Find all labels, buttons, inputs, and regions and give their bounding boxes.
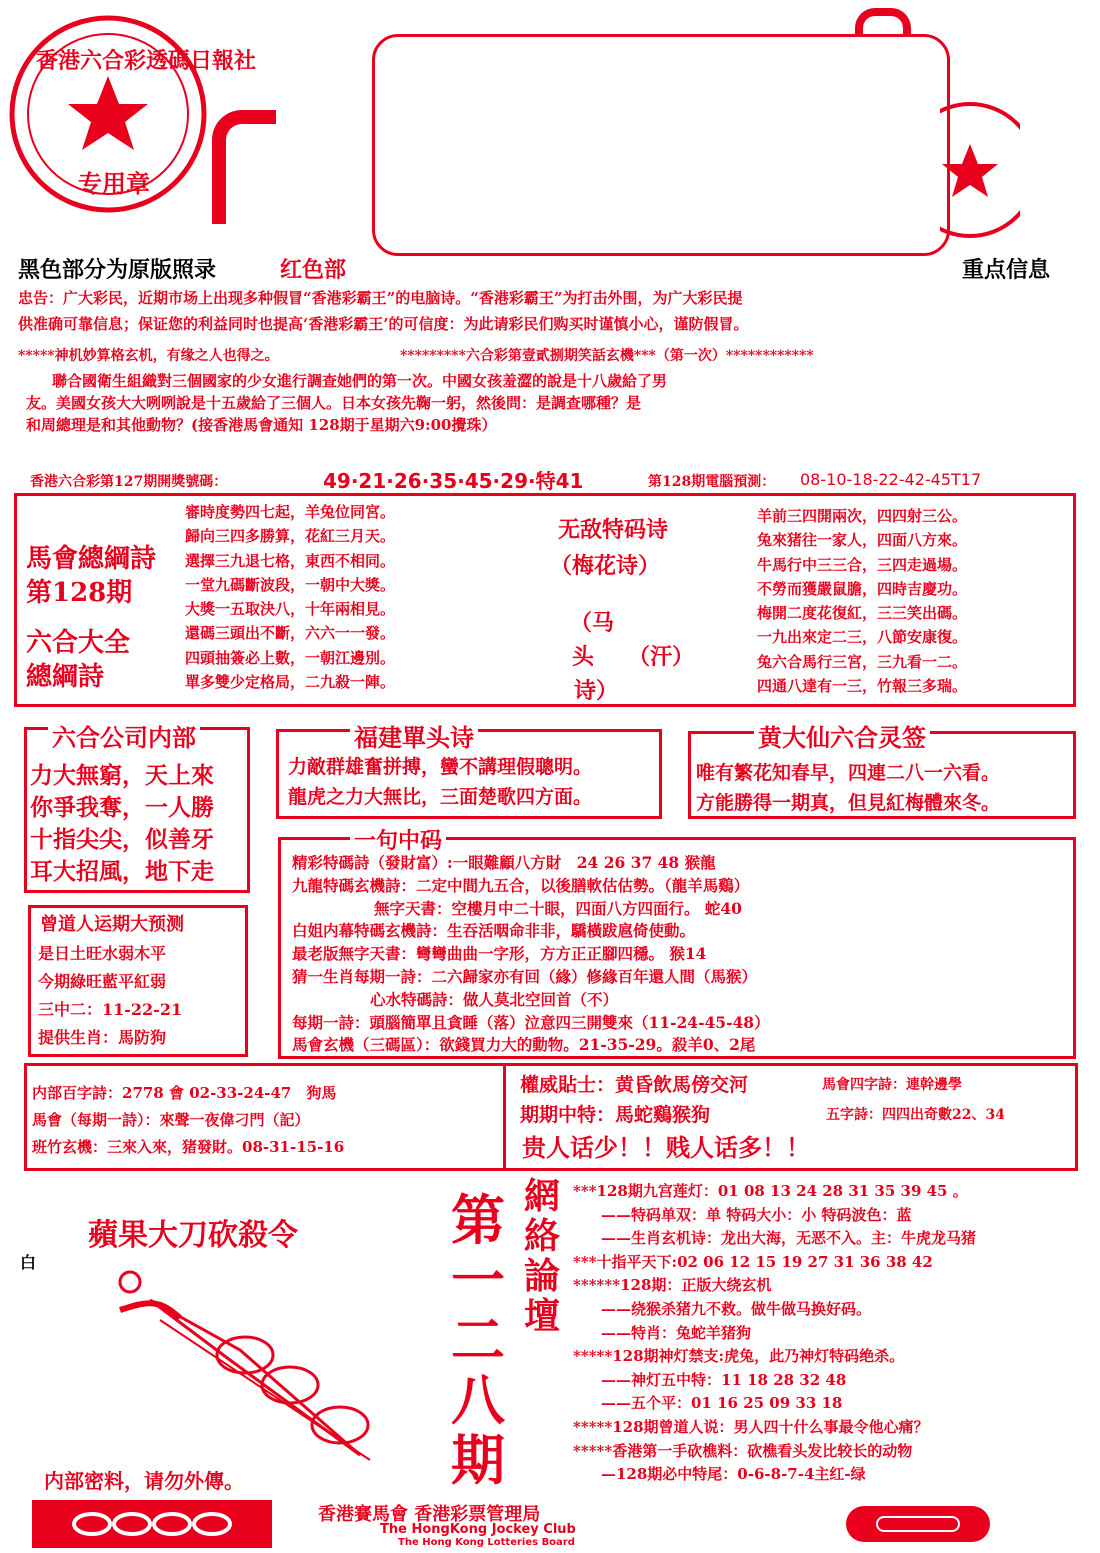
yiju-lines (292, 852, 770, 1057)
footer-en-2: The Hong Kong Lotteries Board (398, 1537, 575, 1548)
yiju-line: 白姐内幕特碼玄機詩：生吞活咽命非非，驕橫跋扈倚使動。 (292, 921, 696, 941)
poem-left-title-1: 馬會總綱詩 (26, 544, 157, 574)
poem-line: 兔六合馬行三宮，三九看一二。 (757, 652, 968, 671)
mid-title-3: （马 (570, 610, 615, 636)
company-line: 耳大招風，地下走 (30, 858, 214, 885)
neibu-lines (32, 1080, 344, 1161)
huangdaxian-lines (696, 758, 1000, 818)
br-line: *****128期曾道人说：男人四十什么事最令他心痛？ (573, 1417, 929, 1436)
poem-line: 單多雙少定格局，二九殺一陣。 (185, 673, 396, 692)
poem-lines-left (185, 500, 395, 694)
stamp-center-text: 专用章 (78, 170, 150, 198)
star-icon (68, 76, 148, 150)
mid-title-2: （梅花诗） (550, 553, 661, 579)
footer-left-logo (32, 1500, 272, 1548)
official-stamp (8, 14, 257, 214)
caodao-line: 提供生肖：馬防狗 (38, 1028, 167, 1047)
white-mark: 白 (20, 1253, 37, 1272)
br-line: ******128期：正版大绕玄机 (573, 1276, 772, 1295)
slogan: 贵人话少！！贱人话多！！ (522, 1133, 810, 1162)
br-line: ——特肖：兔蛇羊猪狗 (601, 1323, 752, 1342)
prediction-label: 第128期電腦預測： (648, 474, 776, 490)
yiju-line: 猜一生肖每期一詩：二六歸家亦有回（緣）修緣百年還人間（馬猴） (292, 966, 758, 986)
br-line: ——生肖玄机诗：龙出大海，无恶不入。主：牛虎龙马猪 (601, 1229, 977, 1248)
fujian-line: 力敵群雄奮拼搏，蠻不講理假聰明。 (288, 756, 593, 778)
yiju-title: 一句中码 (350, 824, 446, 855)
footer-right-logo-inner (876, 1516, 960, 1532)
neibu-line: 内部百字詩：2778 會 02-33-24-47 狗馬 (32, 1084, 337, 1102)
yiju-line: 每期一詩：頭腦簡單且貪睡（落）泣意四三開雙來（11-24-45-48） (292, 1012, 770, 1032)
poem-line: 梅開二度花復紅，三三笑出碼。 (757, 604, 968, 623)
caodao-title: 曾道人运期大预测 (40, 914, 184, 935)
apple-knife-title: 蘋果大刀砍殺令 (88, 1218, 298, 1253)
joke-line-1: 聯合國衛生組織對三個國家的少女進行調查她們的第一次。中國女孩羞澀的說是十八歲給了男 (52, 372, 668, 390)
neibu-divider (503, 1063, 506, 1171)
poem-line: 兔來猪往一家人，四面八方來。 (757, 531, 968, 550)
joke-title-mid: *********六合彩第壹貳捌期笑話玄機***（第一次）************ (400, 348, 814, 364)
yiju-line: 九龍特碼玄機詩：二定中間九五合，以後膳軟估估勢。（龍羊馬鷄） (292, 875, 750, 895)
mid-title-6: 诗） (574, 678, 619, 704)
huangdaxian-line: 方能勝得一期真，但見紅梅體來冬。 (696, 792, 1001, 814)
header-black-line: 黑色部分为原版照录 (18, 258, 217, 283)
neibu-line: 班竹玄機：三來入來，猪發財。08-31-15-16 (32, 1138, 345, 1156)
mahui-four-word: 馬會四字詩：連幹邊學 (822, 1077, 962, 1093)
redaction-box (372, 34, 950, 256)
partial-stamp (940, 100, 1020, 240)
authority-tip: 權威貼士：黄昏飲馬傍交河 (520, 1074, 749, 1096)
caodao-lines (38, 940, 182, 1052)
every-issue-tip: 期期中特：馬蛇鷄猴狗 (520, 1104, 711, 1126)
poem-left-title-2: 第128期 (26, 578, 133, 608)
company-title: 六合公司内部 (48, 718, 200, 753)
fujian-title: 福建單头诗 (350, 718, 478, 753)
poem-lines-right (757, 504, 967, 698)
forum-vertical: 網絡論壇 (523, 1175, 560, 1337)
poem-line: 還碼三頭出不斷，六六一一發。 (185, 624, 396, 643)
prev-draw-numbers: 49·21·26·35·45·29·特41 (323, 469, 584, 493)
fujian-line: 龍虎之力大無比，三面楚歌四方面。 (288, 786, 593, 808)
yiju-line: 最老版無字天書：彎彎曲曲一字形，方方正正腳四穩。 猴14 (292, 944, 707, 964)
yiju-line: 無字天書：空樓月中二十眼，四面八方四面行。 蛇40 (374, 898, 742, 918)
br-line: ——特码单双：单 特码大小：小 特码波色：蓝 (601, 1205, 912, 1224)
poem-line: 一九出來定二三，八節安康復。 (757, 628, 968, 647)
poem-line: 羊前三四開兩次，四四射三公。 (757, 507, 968, 525)
poem-line: 大獎一五取決八，十年兩相見。 (185, 600, 396, 619)
internal-caption: 内部密料，请勿外傳。 (44, 1469, 244, 1493)
poem-line: 一堂九碼斷波段，一朝中大獎。 (185, 575, 396, 594)
company-line: 你爭我奪，一人勝 (30, 794, 214, 821)
br-line: —128期必中特尾：0-6-8-7-4主红-绿 (601, 1465, 866, 1484)
company-lines (30, 760, 214, 888)
br-line: ***十指平天下:02 06 12 15 19 27 31 36 38 42 (573, 1252, 933, 1271)
joke-line-2: 友。美國女孩大大咧咧說是十五歲給了三個人。日本女孩先鞠一躬，然後問：是調查哪種？是 (26, 394, 642, 412)
neibu-line: 馬會（每期一詩）：來聲一夜偉刁門（記） (32, 1111, 310, 1129)
header-red-line-left: 红色部 (280, 258, 347, 283)
mid-title-5: （汗） (628, 644, 695, 670)
caodao-line: 三中二：11-22-21 (38, 1000, 183, 1019)
poem-line: 牛馬行中三三合，三四走過場。 (757, 555, 968, 574)
br-line: *****128期神灯禁支:虎兔，此乃神灯特码绝杀。 (573, 1347, 905, 1366)
company-line: 十指尖尖，似善牙 (30, 826, 214, 853)
mid-title-4: 头 (572, 644, 595, 670)
header-red-line-right: 重点信息 (962, 258, 1051, 283)
poem-line: 四頭抽簽必上數，一朝江邊別。 (185, 648, 396, 667)
stamp-ring-text: 香港六合彩透碼日報社 (36, 49, 257, 74)
yiju-line: 馬會玄機（三碼區）：欲錢買力大的動物。21-35-29。殺羊0、2尾 (292, 1035, 756, 1055)
footer-cn: 香港賽馬會 香港彩票管理局 (318, 1504, 541, 1525)
joke-title-left: *****神机妙算格玄机，有缘之人也得之。 (18, 348, 279, 364)
yiju-line: 心水特碼詩：做人莫北空回首（不） (370, 989, 619, 1009)
huangdaxian-title: 黄大仙六合灵签 (754, 718, 930, 753)
poem-line: 不勞而獲嚴鼠膽，四時吉慶功。 (757, 579, 968, 598)
poem-left-title-3: 六合大全 (26, 628, 131, 658)
fujian-lines (288, 752, 592, 812)
poem-line: 選擇三九退七格，東西不相同。 (185, 551, 396, 570)
poem-line: 歸向三四多勝算，花紅三月天。 (185, 527, 396, 546)
poem-line: 審時度勢四七起，羊兔位同宮。 (185, 503, 396, 521)
joke-line-3: 和周總理是和其他動物？(接香港馬會通知 128期于星期六9:00攪珠） (26, 416, 497, 434)
warning-line-1: 忠告：广大彩民，近期市场上出现多种假冒“香港彩霸王”的电脑诗。“香港彩霸王”为打击外围，为广大彩民提 (18, 289, 743, 307)
br-line: ——绕猴杀猪九不救。做牛做马换好码。 (601, 1299, 872, 1318)
prev-draw-label: 香港六合彩第127期開獎號碼： (30, 474, 228, 490)
poem-line: 四通八達有一三，竹報三多瑞。 (757, 677, 968, 696)
caodao-line: 今期綠旺藍平紅弱 (38, 972, 167, 991)
br-line: ——五个平：01 16 25 09 33 18 (601, 1394, 843, 1413)
huangdaxian-line: 唯有繁花知春早，四連二八一六看。 (696, 762, 1001, 784)
company-line: 力大無窮，天上來 (30, 762, 214, 789)
poem-left-title-4: 總綱詩 (26, 662, 105, 692)
bottom-right-lines (573, 1180, 976, 1487)
br-line: ***128期九宫莲灯：01 08 13 24 28 31 35 39 45 。 (573, 1182, 968, 1200)
five-word-poem: 五字詩：四四出奇數22、34 (826, 1107, 1005, 1123)
mid-title-1: 无敌特码诗 (558, 517, 669, 543)
br-line: *****香港第一手砍樵料：砍樵看头发比较长的动物 (573, 1441, 913, 1460)
footer-en-1: The HongKong Jockey Club (380, 1522, 576, 1537)
br-line: ——神灯五中特：11 18 28 32 48 (601, 1370, 847, 1389)
sword-illustration (100, 1270, 400, 1470)
header-fragment (212, 110, 276, 224)
caodao-line: 是日土旺水弱木平 (38, 944, 167, 963)
yiju-line: 精彩特碼詩（發財富）:一眼難顧八方財 24 26 37 48 猴龍 (292, 853, 716, 872)
issue-vertical: 第一二八期 (451, 1188, 505, 1492)
warning-line-2: 供准确可靠信息；保证您的利益同时也提高‘香港彩霸王’的可信度：为此请彩民们购买时谨慎小心，谨防假冒。 (18, 315, 749, 333)
prediction-numbers: 08-10-18-22-42-45T17 (800, 470, 982, 489)
footer-right-logo (846, 1506, 990, 1542)
